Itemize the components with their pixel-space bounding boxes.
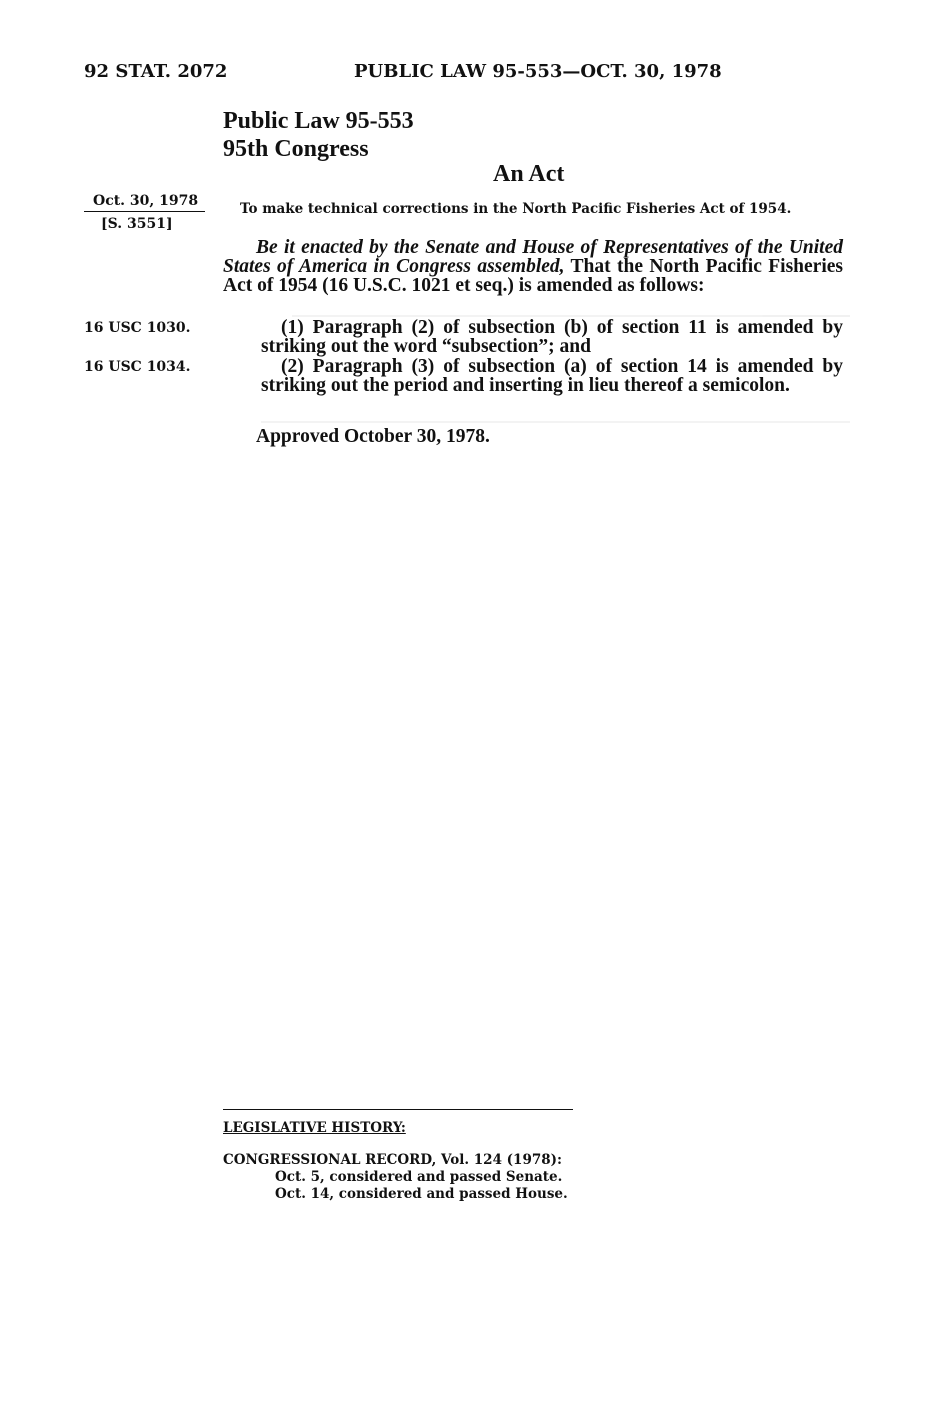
amendment-1-text: (1) Paragraph (2) of subsection (b) of section 11 is amended by striking out the word “subsection”; and bbox=[261, 317, 843, 357]
legislative-history-heading: LEGISLATIVE HISTORY: bbox=[223, 1120, 406, 1136]
enacting-clause: Be it enacted by the Senate and House of Representatives of the United States of America in Congress assembled, bbox=[223, 237, 843, 277]
act-purpose: To make technical corrections in the North Pacific Fisheries Act of 1954. bbox=[240, 201, 792, 217]
margin-citation-2: 16 USC 1034. bbox=[84, 359, 191, 375]
congress-number: 95th Congress bbox=[223, 136, 369, 162]
stat-page-number: 92 STAT. 2072 bbox=[84, 61, 228, 82]
enacting-rest: That the North Pacific Fisheries Act of 1954 (16 U.S.C. 1021 et seq.) is amended as follows: bbox=[223, 256, 843, 296]
approved-date: Approved October 30, 1978. bbox=[256, 426, 490, 447]
an-act-heading: An Act bbox=[493, 161, 565, 187]
margin-citation-1: 16 USC 1030. bbox=[84, 320, 191, 336]
congressional-record: CONGRESSIONAL RECORD, Vol. 124 (1978): bbox=[223, 1152, 563, 1168]
margin-date: Oct. 30, 1978 bbox=[93, 193, 199, 209]
running-title: PUBLIC LAW 95-553—OCT. 30, 1978 bbox=[354, 61, 722, 82]
history-entry-house: Oct. 14, considered and passed House. bbox=[275, 1186, 568, 1202]
amendment-item-2 bbox=[223, 357, 843, 395]
margin-rule bbox=[84, 211, 205, 212]
enacting-paragraph bbox=[223, 238, 843, 295]
amendment-2-text: (2) Paragraph (3) of subsection (a) of section 14 is amended by striking out the period and inserting in lieu thereof a semicolon. bbox=[261, 356, 843, 396]
history-entry-senate: Oct. 5, considered and passed Senate. bbox=[275, 1169, 563, 1185]
amendment-item-1 bbox=[223, 318, 843, 356]
history-rule bbox=[223, 1109, 573, 1110]
margin-bill-number: [S. 3551] bbox=[101, 216, 173, 232]
law-number: Public Law 95-553 bbox=[223, 108, 414, 134]
